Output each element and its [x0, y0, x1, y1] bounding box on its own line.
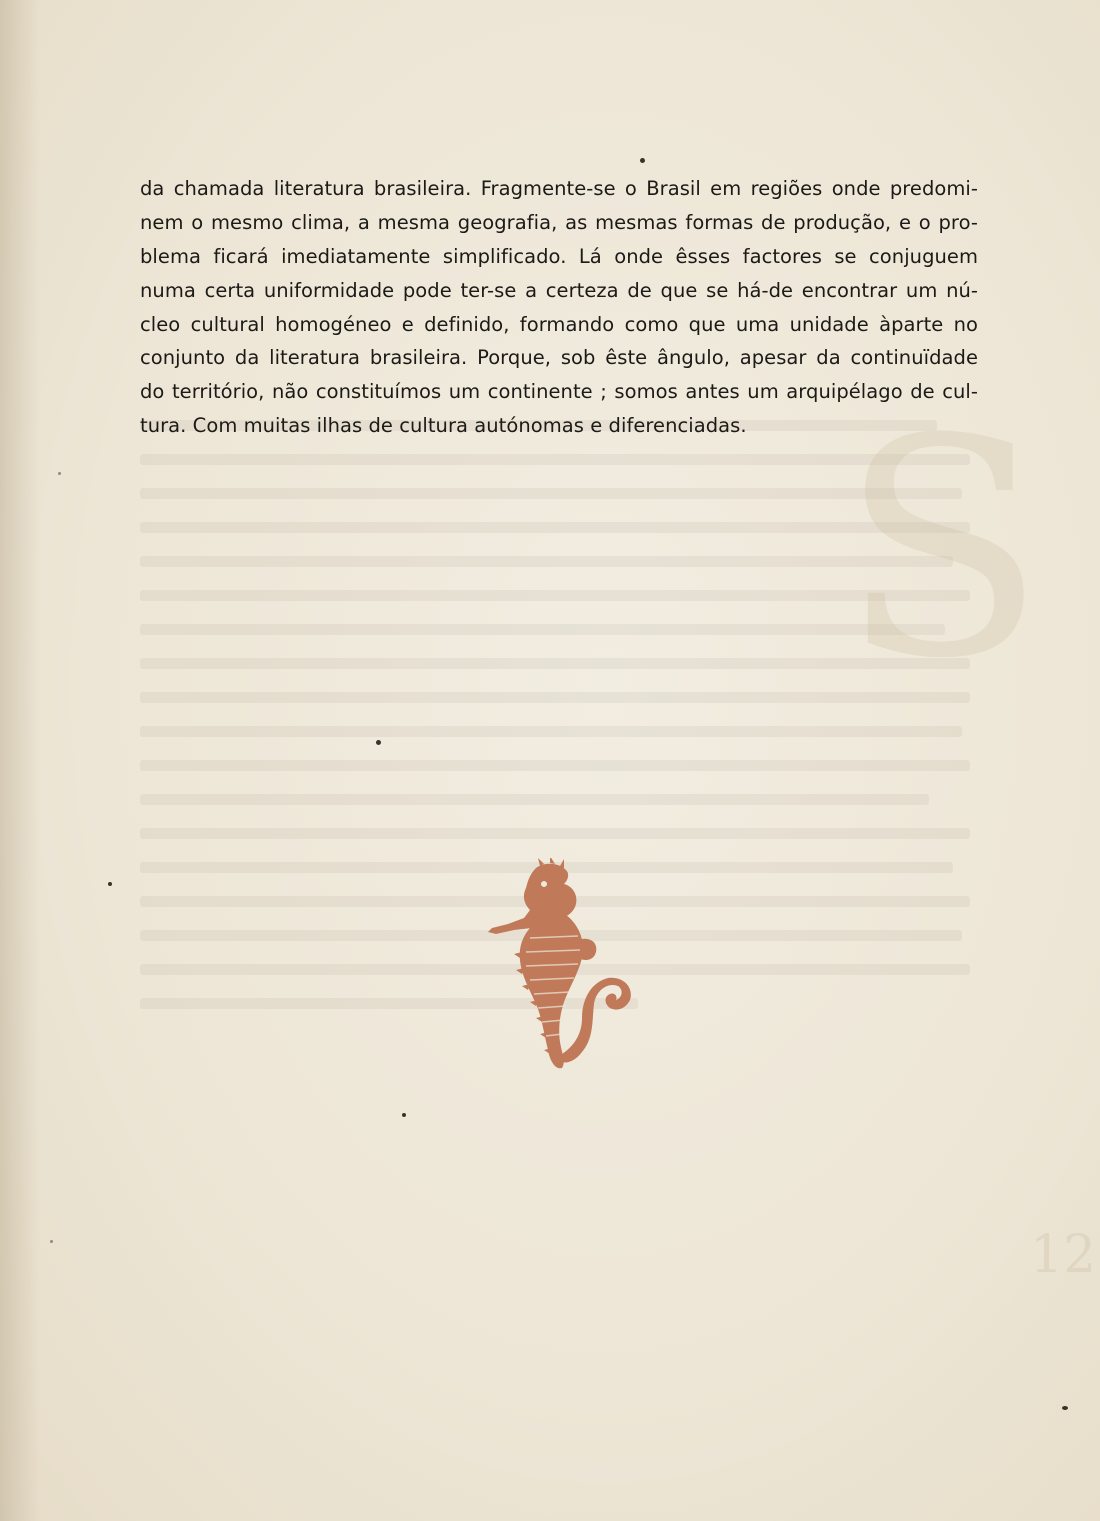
text-line: do território, não constituímos um continente ; somos antes um arquipélago de cul- [140, 380, 978, 404]
text-line: cleo cultural homogéneo e definido, formando como que uma unidade àparte no [140, 312, 978, 336]
text-line: conjunto da literatura brasileira. Porque, sob êste ângulo, apesar da continuïdade [140, 346, 978, 370]
show-through-dropcap: S [840, 375, 1046, 724]
paper-speck [376, 740, 381, 745]
text-line: nem o mesmo clima, a mesma geografia, as mesmas formas de produção, e o pro- [140, 210, 978, 234]
paper-speck [640, 158, 645, 163]
text-line: da chamada literatura brasileira. Fragmente-se o Brasil em regiões onde predomi- [140, 177, 978, 200]
text-line: tura. Com muitas ilhas de cultura autónomas e diferenciadas. [140, 414, 747, 438]
paper-speck [58, 472, 61, 475]
paper-speck [50, 1240, 53, 1243]
text-line: numa certa uniformidade pode ter-se a certeza de que se há-de encontrar um nú- [140, 278, 978, 302]
text-line: blema ficará imediatamente simplificado. Lá onde êsses factores se conjuguem [140, 244, 978, 268]
seahorse-icon [478, 858, 638, 1070]
show-through-page-number: 12 [1030, 1225, 1097, 1285]
paper-speck [1062, 1406, 1068, 1410]
paper-speck [402, 1113, 406, 1117]
page-spine-shadow [0, 0, 40, 1521]
body-paragraph [140, 172, 978, 443]
paper-speck [108, 882, 112, 886]
